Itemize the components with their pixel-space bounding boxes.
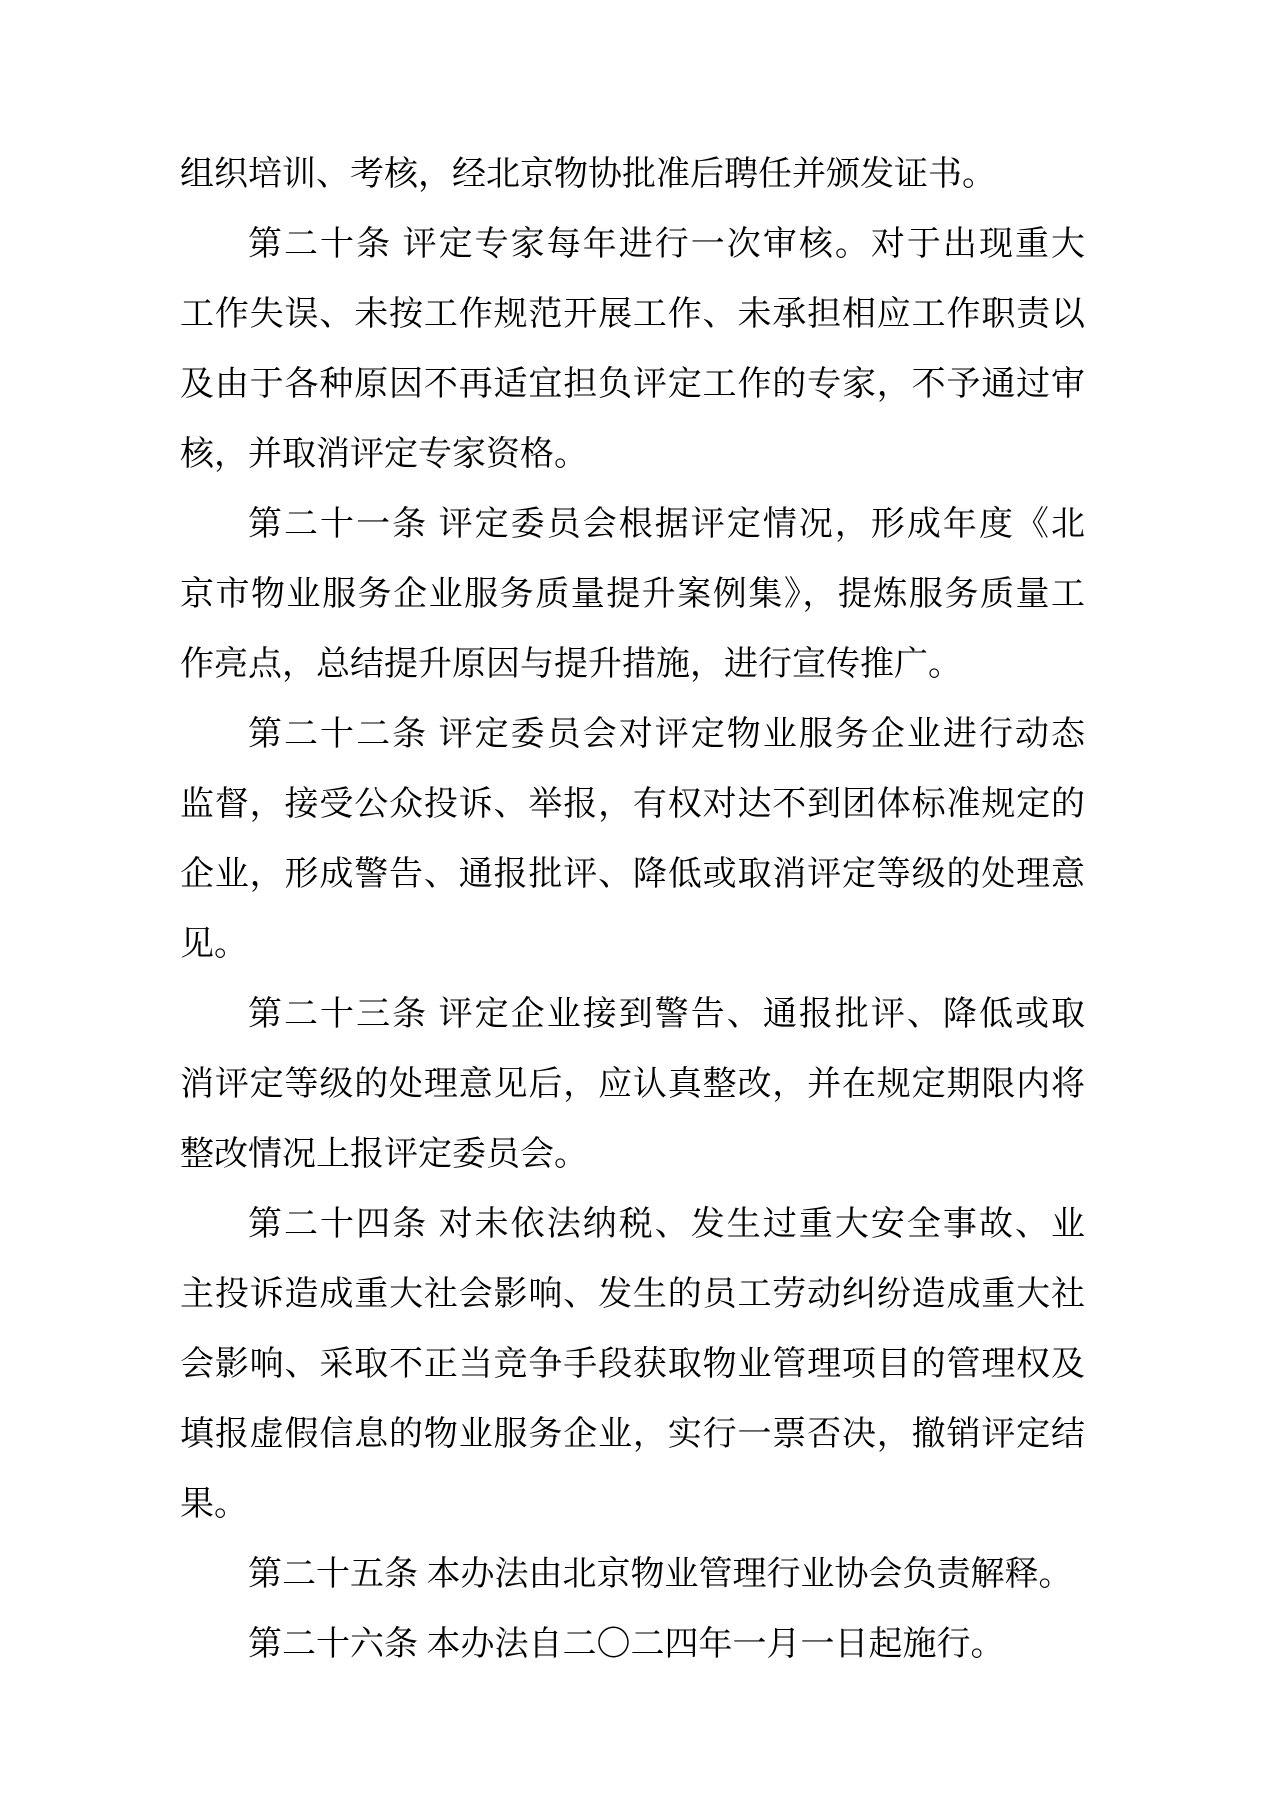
text-line: 第二十四条 对未依法纳税、发生过重大安全事故、业	[248, 1206, 1085, 1243]
text-line: 消评定等级的处理意见后，应认真整改，并在规定期限内将	[180, 1066, 1085, 1103]
text-line: 果。	[180, 1486, 248, 1523]
text-line: 第二十五条 本办法由北京物业管理行业协会负责解释。	[248, 1556, 1073, 1593]
text-line: 工作失误、未按工作规范开展工作、未承担相应工作职责以	[180, 296, 1085, 333]
text-line: 京市物业服务企业服务质量提升案例集》，提炼服务质量工	[180, 576, 1085, 613]
text-line: 及由于各种原因不再适宜担负评定工作的专家，不予通过审	[180, 366, 1085, 403]
text-line: 监督，接受公众投诉、举报，有权对达不到团体标准规定的	[180, 786, 1085, 823]
text-line: 整改情况上报评定委员会。	[180, 1136, 588, 1173]
text-line: 第二十六条 本办法自二〇二四年一月一日起施行。	[248, 1626, 1005, 1663]
text-line: 第二十二条 评定委员会对评定物业服务企业进行动态	[248, 716, 1085, 753]
text-line: 第二十一条 评定委员会根据评定情况，形成年度《北	[248, 506, 1085, 543]
text-line: 会影响、采取不正当竞争手段获取物业管理项目的管理权及	[180, 1346, 1085, 1383]
text-line: 组织培训、考核，经北京物协批准后聘任并颁发证书。	[180, 156, 996, 193]
text-line: 见。	[180, 926, 248, 963]
text-line: 第二十三条 评定企业接到警告、通报批评、降低或取	[248, 996, 1085, 1033]
text-line: 第二十条 评定专家每年进行一次审核。对于出现重大	[248, 226, 1085, 263]
text-line: 核，并取消评定专家资格。	[180, 436, 588, 473]
text-line: 主投诉造成重大社会影响、发生的员工劳动纠纷造成重大社	[180, 1276, 1085, 1313]
document-body	[180, 140, 1085, 1680]
text-line: 填报虚假信息的物业服务企业，实行一票否决，撤销评定结	[180, 1416, 1085, 1453]
text-line: 作亮点，总结提升原因与提升措施，进行宣传推广。	[180, 646, 962, 683]
text-line: 企业，形成警告、通报批评、降低或取消评定等级的处理意	[180, 856, 1085, 893]
